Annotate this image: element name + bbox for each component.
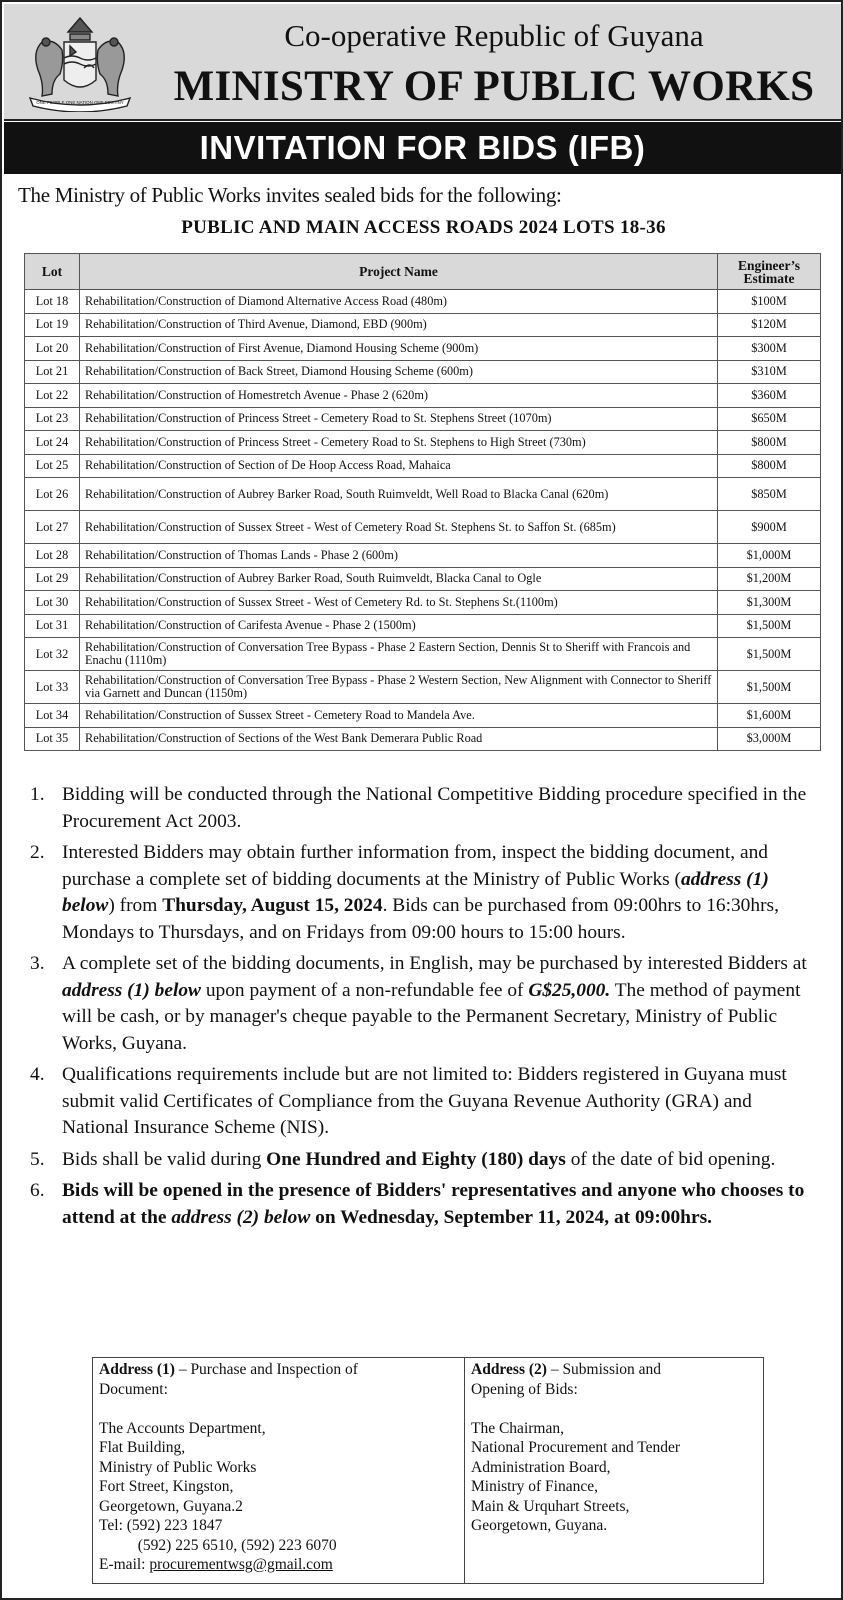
project-cell: Rehabilitation/Construction of Conversation Tree Bypass - Phase 2 Western Section, New Alignment with Connector to Sheriff via Garnett and Duncan (1150m) — [80, 671, 718, 704]
project-cell: Rehabilitation/Construction of Aubrey Barker Road, South Ruimveldt, Well Road to Blacka Canal (620m) — [80, 478, 718, 511]
estimate-cell: $800M — [718, 454, 821, 478]
estimate-cell: $800M — [718, 431, 821, 455]
lot-column-header: Lot — [25, 254, 80, 290]
spacer — [471, 1399, 757, 1419]
lot-cell: Lot 27 — [25, 511, 80, 544]
address-2-line: Ministry of Finance, — [471, 1478, 598, 1495]
country-title: Co-operative Republic of Guyana — [284, 18, 704, 53]
lot-cell: Lot 21 — [25, 360, 80, 384]
address-1-heading — [99, 1360, 458, 1380]
table-row — [25, 290, 821, 314]
table-row — [25, 727, 821, 751]
table-row — [25, 567, 821, 591]
item-text: Interested Bidders may obtain further information from, inspect the bidding document, and purchase a complete set of bidding documents at the Ministry of Public Works ( — [62, 842, 768, 890]
estimate-cell: $360M — [718, 384, 821, 408]
address-2-title: Address (2) — [471, 1361, 547, 1378]
lot-cell: Lot 29 — [25, 567, 80, 591]
document-fee: G$25,000. — [528, 979, 611, 1001]
condition-item-6 — [30, 1178, 820, 1231]
project-cell: Rehabilitation/Construction of Sussex Street - West of Cemetery Rd. to St. Stephens St.(1100m) — [80, 591, 718, 615]
table-row — [25, 454, 821, 478]
project-cell: Rehabilitation/Construction of Sussex Street - West of Cemetery Road St. Stephens St. to Saffon St. (685m) — [80, 511, 718, 544]
item-text: of the date of bid opening. — [565, 1148, 776, 1170]
lot-cell: Lot 34 — [25, 704, 80, 728]
estimate-cell: $1,500M — [718, 614, 821, 638]
estimate-cell: $1,300M — [718, 591, 821, 615]
address-ref: address (2) below — [171, 1206, 311, 1228]
address-1-line: Ministry of Public Works — [99, 1458, 257, 1476]
header — [4, 4, 841, 121]
estimate-column-header — [718, 254, 821, 290]
estimate-cell: $1,000M — [718, 544, 821, 568]
lot-cell: Lot 24 — [25, 431, 80, 455]
project-cell: Rehabilitation/Construction of Homestretch Avenue - Phase 2 (620m) — [80, 384, 718, 408]
project-cell: Rehabilitation/Construction of First Avenue, Diamond Housing Scheme (900m) — [80, 337, 718, 361]
address-2-line: Administration Board, — [471, 1458, 611, 1476]
table-row — [25, 511, 821, 544]
estimate-header-line1: Engineer’s — [738, 257, 800, 273]
telephone-line: (592) 225 6510, (592) 223 6070 — [99, 1536, 337, 1554]
condition-item-1 — [30, 782, 820, 835]
lot-cell: Lot 32 — [25, 638, 80, 671]
item-number: 4. — [30, 1064, 45, 1085]
estimate-cell: $850M — [718, 478, 821, 511]
table-header-row — [25, 254, 821, 290]
lot-cell: Lot 26 — [25, 478, 80, 511]
estimate-cell: $310M — [718, 360, 821, 384]
estimate-cell: $120M — [718, 313, 821, 337]
project-cell: Rehabilitation/Construction of Aubrey Barker Road, South Ruimveldt, Blacka Canal to Ogle — [80, 567, 718, 591]
address-ref: address (1) below — [62, 979, 201, 1001]
ifb-banner: INVITATION FOR BIDS (IFB) — [4, 122, 841, 174]
project-column-header: Project Name — [80, 254, 718, 290]
table-row — [25, 337, 821, 361]
lot-cell: Lot 31 — [25, 614, 80, 638]
svg-text:ONE PEOPLE ONE NATION ONE DEST: ONE PEOPLE ONE NATION ONE DESTINY — [36, 100, 124, 105]
estimate-cell: $900M — [718, 511, 821, 544]
address-2-line: Main & Urquhart Streets, — [471, 1497, 630, 1515]
address-2-line: The Chairman, — [471, 1419, 564, 1437]
purchase-start-date: Thursday, August 15, 2024 — [162, 895, 383, 916]
table-row — [25, 407, 821, 431]
address-2-line: Georgetown, Guyana. — [471, 1517, 608, 1534]
address-1-line: The Accounts Department, — [99, 1419, 266, 1437]
estimate-cell: $1,500M — [718, 638, 821, 671]
project-cell: Rehabilitation/Construction of Third Avenue, Diamond, EBD (900m) — [80, 313, 718, 337]
lot-cell: Lot 19 — [25, 313, 80, 337]
lot-cell: Lot 23 — [25, 407, 80, 431]
estimate-cell: $1,200M — [718, 567, 821, 591]
address-1-desc: – Purchase and Inspection of — [174, 1361, 358, 1378]
item-text: on Wednesday, September 11, 2024, at 09:00hrs. — [310, 1206, 712, 1228]
telephone-line: Tel: (592) 223 1847 — [99, 1517, 223, 1534]
project-cell: Rehabilitation/Construction of Section of De Hoop Access Road, Mahaica — [80, 454, 718, 478]
project-cell: Rehabilitation/Construction of Carifesta Avenue - Phase 2 (1500m) — [80, 614, 718, 638]
estimate-header-line2: Estimate — [743, 270, 795, 286]
project-cell: Rehabilitation/Construction of Diamond Alternative Access Road (480m) — [80, 290, 718, 314]
email-line — [99, 1555, 458, 1575]
address-2-heading — [471, 1360, 757, 1380]
table-row — [25, 704, 821, 728]
address-2-desc: – Submission and — [546, 1361, 662, 1378]
item-text: The method of payment will be cash, or by manager's cheque payable to the Permanent Secretary, Ministry of Public Works, Guyana. — [62, 979, 801, 1054]
address-1-line: Flat Building, — [99, 1439, 186, 1456]
item-text: Bids shall be valid during — [62, 1148, 267, 1170]
estimate-cell: $1,600M — [718, 704, 821, 728]
table-row — [25, 360, 821, 384]
item-text: Bidding will be conducted through the National Competitive Bidding procedure specified in the Procurement Act 2003. — [62, 784, 807, 832]
project-cell: Rehabilitation/Construction of Princess Street - Cemetery Road to St. Stephens to High Street (730m) — [80, 431, 718, 455]
project-cell: Rehabilitation/Construction of Princess Street - Cemetery Road to St. Stephens Street (1070m) — [80, 407, 718, 431]
address-2-line: National Procurement and Tender — [471, 1439, 681, 1456]
condition-item-5 — [30, 1147, 820, 1174]
project-cell: Rehabilitation/Construction of Sections of the West Bank Demerara Public Road — [80, 727, 718, 751]
intro-text: The Ministry of Public Works invites sealed bids for the following: — [18, 183, 562, 207]
item-number: 6. — [30, 1180, 45, 1201]
validity-period: One Hundred and Eighty (180) days — [266, 1148, 566, 1170]
table-row — [25, 384, 821, 408]
lot-cell: Lot 30 — [25, 591, 80, 615]
table-row — [25, 544, 821, 568]
lots-table — [24, 253, 821, 751]
lot-cell: Lot 33 — [25, 671, 80, 704]
item-text: Qualifications requirements include but are not limited to: Bidders registered in Guyana must submit valid Certificates of Compliance from the Guyana Revenue Authority (GRA) and National Insurance Scheme (NIS). — [62, 1064, 787, 1138]
address-1-line: Georgetown, Guyana.2 — [99, 1497, 243, 1515]
item-number: 3. — [30, 953, 45, 974]
estimate-cell: $100M — [718, 290, 821, 314]
address-1-cell — [93, 1358, 465, 1583]
table-row — [25, 478, 821, 511]
condition-item-4 — [30, 1062, 820, 1142]
table-row — [25, 431, 821, 455]
item-text: A complete set of the bidding documents, in English, may be purchased by interested Bidders at — [62, 953, 807, 974]
tender-subtitle: PUBLIC AND MAIN ACCESS ROADS 2024 LOTS 18-36 — [181, 217, 666, 238]
estimate-cell: $300M — [718, 337, 821, 361]
address-1-line: Fort Street, Kingston, — [99, 1478, 234, 1495]
coat-of-arms-icon — [24, 12, 136, 112]
conditions-list — [30, 782, 820, 1236]
item-number: 1. — [30, 784, 45, 805]
address-ref: address (1) below — [62, 868, 769, 916]
email-link[interactable]: procurementwsg@gmail.com — [149, 1556, 333, 1573]
estimate-cell: $3,000M — [718, 727, 821, 751]
condition-item-2 — [30, 840, 820, 946]
email-label: E-mail: — [99, 1556, 150, 1573]
lot-cell: Lot 25 — [25, 454, 80, 478]
table-row — [25, 591, 821, 615]
item-number: 2. — [30, 842, 45, 863]
lot-cell: Lot 35 — [25, 727, 80, 751]
project-cell: Rehabilitation/Construction of Sussex Street - Cemetery Road to Mandela Ave. — [80, 704, 718, 728]
item-text: ) from — [108, 895, 163, 916]
project-cell: Rehabilitation/Construction of Thomas Lands - Phase 2 (600m) — [80, 544, 718, 568]
project-cell: Rehabilitation/Construction of Conversation Tree Bypass - Phase 2 Eastern Section, Dennis St to Sheriff with Francois and Enachu (1110m) — [80, 638, 718, 671]
item-number: 5. — [30, 1148, 45, 1170]
project-cell: Rehabilitation/Construction of Back Street, Diamond Housing Scheme (600m) — [80, 360, 718, 384]
spacer — [99, 1399, 458, 1419]
condition-item-3 — [30, 951, 820, 1057]
item-text: . Bids can be purchased from 09:00hrs to 16:30hrs, Mondays to Thursdays, and on Fridays from 09:00 hours to 15:00 hours. — [62, 895, 779, 943]
table-row — [25, 313, 821, 337]
address-table — [92, 1357, 764, 1584]
table-row — [25, 638, 821, 671]
lot-cell: Lot 22 — [25, 384, 80, 408]
ministry-title: MINISTRY OF PUBLIC WORKS — [173, 63, 815, 110]
item-text: Bids will be opened in the presence of Bidders' representatives and anyone who chooses to attend at the — [62, 1180, 805, 1228]
lot-cell: Lot 20 — [25, 337, 80, 361]
table-row — [25, 614, 821, 638]
address-1-title: Address (1) — [99, 1361, 175, 1378]
address-2-cell — [465, 1358, 763, 1583]
table-row — [25, 671, 821, 704]
address-1-desc-line2: Document: — [99, 1380, 168, 1398]
lot-cell: Lot 18 — [25, 290, 80, 314]
estimate-cell: $650M — [718, 407, 821, 431]
estimate-cell: $1,500M — [718, 671, 821, 704]
item-text: upon payment of a non-refundable fee of — [200, 979, 529, 1001]
address-2-desc-line2: Opening of Bids: — [471, 1380, 578, 1398]
lot-cell: Lot 28 — [25, 544, 80, 568]
